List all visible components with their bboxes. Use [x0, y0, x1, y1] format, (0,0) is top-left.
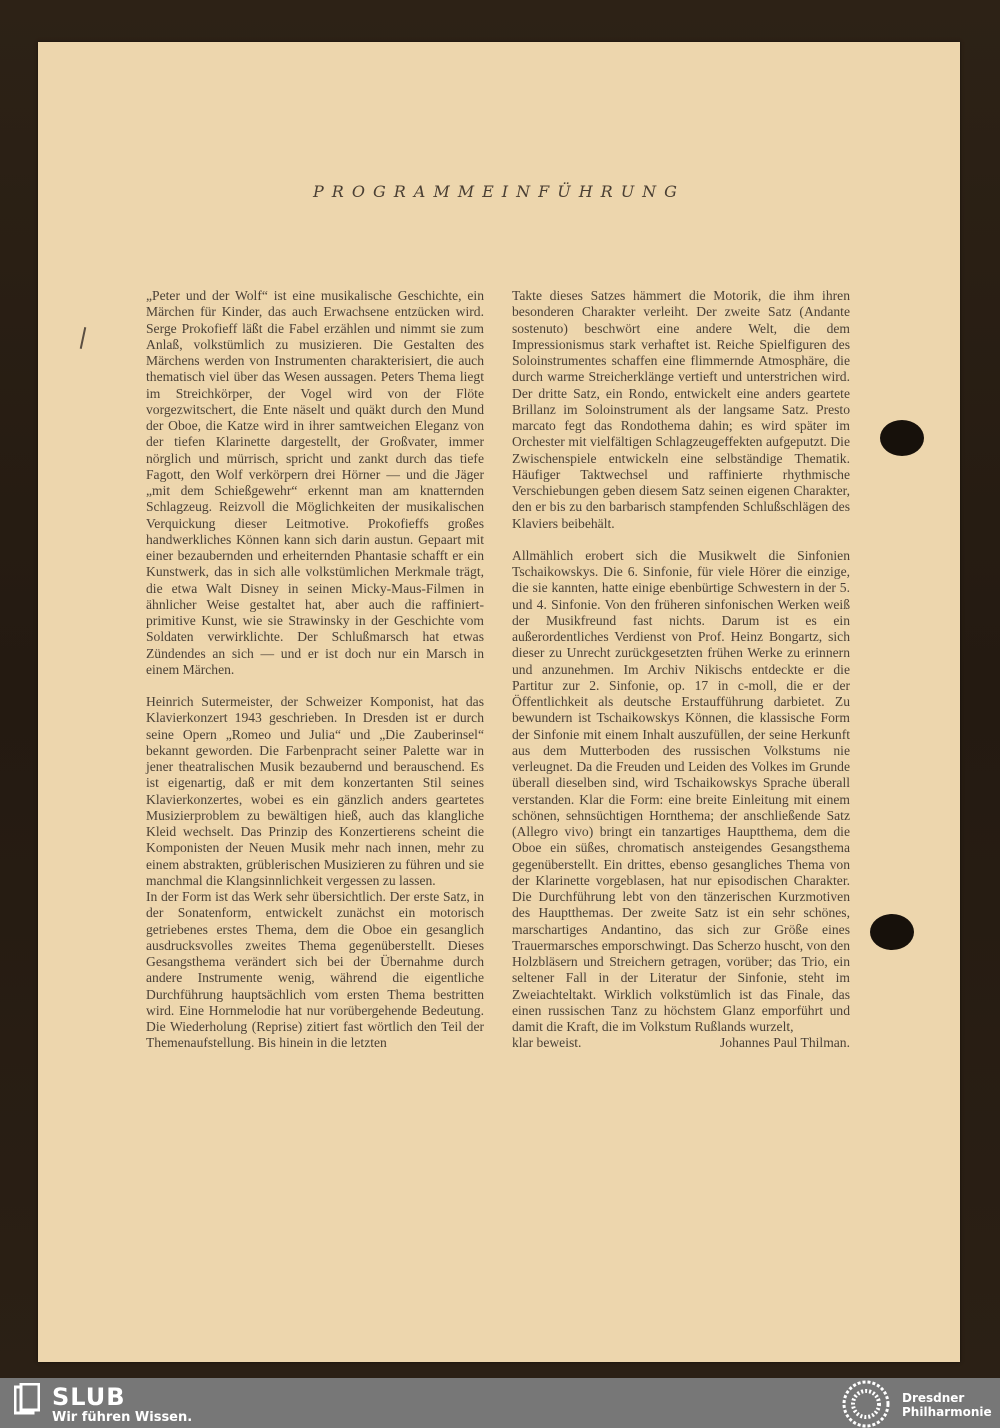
closing-words: klar beweist. — [512, 1035, 582, 1051]
right-column — [512, 288, 850, 1052]
closing-line — [512, 1035, 850, 1051]
partner-line-1: Dresdner — [902, 1391, 965, 1405]
slub-name[interactable]: SLUB — [52, 1383, 126, 1411]
slub-logo-icon[interactable] — [14, 1383, 40, 1415]
paragraph-sutermeister-form: In der Form ist das Werk sehr übersichtlich. Der erste Satz, in der Sonatenform, entwickelt zunächst ein motorisch getriebenes erstes Thema, dem die Oboe ein gesanglich ausdrucksvolles zweites Thema gegenüberstellt. Dieses Gesangsthema verändert sich bei der Übernahme durch andere Instrumente wenig, während die eigentliche Durchführung hauptsächlich vom ersten Thema bestritten wird. Eine Hornmelodie hat nur vorübergehende Bedeutung. Die Wiederholung (Reprise) zitiert fast wörtlich den Teil der Themenaufstellung. Bis hinein in die letzten — [146, 889, 484, 1051]
left-column — [146, 288, 484, 1052]
paragraph-sutermeister: Heinrich Sutermeister, der Schweizer Komponist, hat das Klavierkonzert 1943 geschrieben. In Dresden ist er durch seine Opern „Romeo und Julia“ und „Die Zauberinsel“ bekannt geworden. Die Farbenpracht seiner Palette war in jener theatralischen Musik bezaubernd und berauschend. Es ist eigenartig, daß er mit dem konzertanten Stil seines Klavierkonzertes, wobei es ein gänzlich anders geartetes Musizierproblem zu bewältigen hieß, auch das klangliche Kleid wechselt. Das Prinzip des Konzertierens scheint die Komponisten der Neuen Musik mehr nach innen, mehr zu einem abstrakten, grüblerischen Musizieren zu führen und sie manchmal die Klangsinnlichkeit vergessen zu lassen. — [146, 694, 484, 888]
author-signature: Johannes Paul Thilman. — [719, 1035, 850, 1051]
partner-line-2: Philharmonie — [902, 1405, 992, 1419]
philharmonie-logo-icon[interactable] — [842, 1380, 890, 1428]
slub-tagline: Wir führen Wissen. — [52, 1410, 193, 1425]
paragraph-sutermeister-continued: Takte dieses Satzes hämmert die Motorik, die ihm ihren besonderen Charakter verleiht. Der zweite Satz (Andante sostenuto) beschwört eine andere Welt, die dem Impressionismus stark verhaftet ist. Reiche Spielfiguren des Soloinstrumentes schaffen eine flimmernde Atmosphäre, die durch warme Streicherklänge vertieft und unterstrichen wird. Der dritte Satz, ein Rondo, entwickelt eine anders geartete Brillanz im Soloinstrument als der langsame Satz. Presto marcato fegt das Rondothema dahin; es wird später im Orchester mit vielfältigen Schlagzeugeffekten aufgeputzt. Die Zwischenspiele entwickeln eine selbständige Thematik. Häufiger Taktwechsel und raffinierte rhythmische Verschiebungen geben diesem Satz seinen eigenen Charakter, den er bis zu den barbarisch stampfenden Schlußschlägen des Klaviers beibehält. — [512, 288, 850, 531]
page-heading: PROGRAMMEINFÜHRUNG — [313, 182, 685, 201]
paragraph-tschaikowsky: Allmählich erobert sich die Musikwelt die Sinfonien Tschaikowskys. Die 6. Sinfonie, für viele Hörer die einzige, die sie kannten, hatte einige ebenbürtige Schwestern in der 5. und 4. Sinfonie. Von den früheren sinfonischen Werken weiß der Musikfreund fast nichts. Darum ist es ein außerordentliches Verdienst von Prof. Heinz Bongartz, sich dieser zu Unrecht zurückgesetzten frühen Werke zu erinnern und anzunehmen. Im Archiv Nikischs entdeckte er die Partitur zur 2. Sinfonie, op. 17 in c-moll, die er der Öffentlichkeit als deutsche Erstaufführung darbietet. Zu bewundern ist Tschaikowskys Können, die klassische Form der Sinfonie mit einem Inhalt auszufüllen, der seine Herkunft aus dem Mutterboden des russischen Volkstums nie verleugnet. Da die Freuden und Leiden des Volkes im Grunde überall dieselben sind, wird Tschaikowskys Sprache überall verstanden. Klar die Form: eine breite Einleitung mit einem schönen, sehnsüchtigen Hornthema; der anschließende Satz (Allegro vivo) bringt ein tanzartiges Hauptthema, dem die Oboe ein süßes, chromatisch ansteigendes Gesangsthema gegenüberstellt. Ein drittes, ebenso gesangliches Thema von der Klarinette vorgeblasen, hat nur episodischen Charakter. Die Durchführung lebt von den tänzerischen Kurzmotiven des Hauptthemas. Der zweite Satz ist ein sehr schönes, marschartiges Andantino, das sich zur Größe eines Trauermarsches emporschwingt. Das Scherzo huscht, von den Holzbläsern und Streichern getragen, vorüber; das Trio, ein seltener Fall in der Literatur der Sinfonie, steht im Zweiachteltakt. Wirklich volkstümlich ist das Finale, das einen russischen Tanz zu höchstem Glanz emporführt und damit die Kraft, die im Volkstum Rußlands wurzelt, — [512, 547, 850, 1034]
partner-name[interactable] — [902, 1391, 992, 1419]
punch-hole — [880, 420, 924, 456]
paragraph-peter-und-der-wolf: „Peter und der Wolf“ ist eine musikalische Geschichte, ein Märchen für Kinder, das auch Erwachsene entzücken wird. Serge Prokofieff läßt die Fabel erzählen und nimmt sie zum Anlaß, volkstümlich zu musizieren. Die Gestalten des Märchens werden von Instrumenten charakterisiert, die auch thematisch viel über das Wesen aussagen. Peters Thema liegt im Streichkörper, der Vogel wird von der Flöte vorgezwitschert, die Ente näselt und quäkt durch den Mund der Oboe, die Katze wird in ihrer samtweichen Eleganz von der tiefen Klarinette dargestellt, der Großvater, immer nörglich und mürrisch, spricht und zankt durch das tiefe Fagott, den Wolf verkörpern drei Hörner — und die Jäger „mit dem Schießgewehr“ erkennt man am knatternden Schlagzeug. Reizvoll die Möglichkeiten der musikalischen Verquickung dieser Leitmotive. Prokofieffs großes handwerkliches Können kann sich darin austun. Gepaart mit einer bezaubernden und erheiternden Phantasie schafft er ein Kunstwerk, das in sich alle volkstümlichen Merkmale trägt, die etwa Walt Disney in seinen Micky-Maus-Filmen in ähnlicher Weise gestaltet hat, aber auch die raffiniert-primitive Kunst, wie sie Strawinsky in der Geschichte vom Soldaten verwirklichte. Der Schlußmarsch hat etwas Zündendes an sich — und er ist doch nur ein Marsch in einem Märchen. — [146, 288, 484, 677]
punch-hole — [870, 914, 914, 950]
pencil-mark — [80, 327, 87, 349]
program-page — [38, 42, 960, 1362]
